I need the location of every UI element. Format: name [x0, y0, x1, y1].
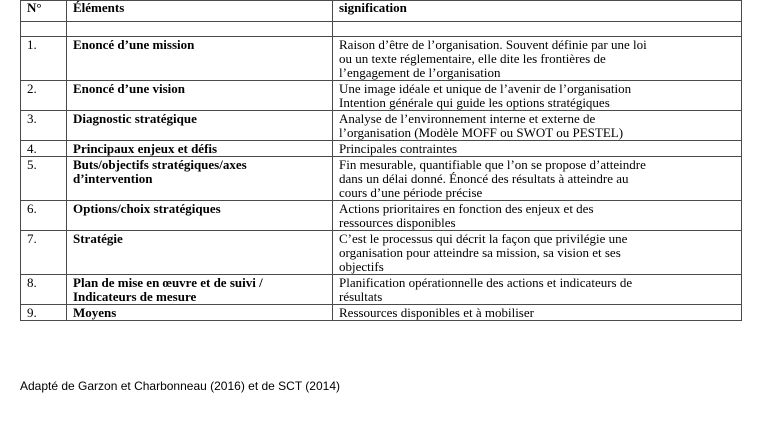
table-row [21, 81, 742, 111]
header-number: N° [21, 1, 67, 22]
spacer-cell [21, 22, 67, 37]
row-element: Enoncé d’une vision [67, 81, 333, 111]
signification-line: Ressources disponibles et à mobiliser [339, 305, 534, 320]
signification-line: organisation pour atteindre sa mission, sa vision et ses [339, 245, 621, 260]
signification-line: dans un délai donné. Énoncé des résultats à atteindre au [339, 171, 629, 186]
row-signification [333, 81, 742, 111]
header-signification: signification [333, 1, 742, 22]
document-table-wrapper [20, 0, 742, 321]
row-number: 8. [21, 275, 67, 305]
row-signification [333, 305, 742, 321]
row-element: Diagnostic stratégique [67, 111, 333, 141]
table-row [21, 141, 742, 157]
table-row [21, 157, 742, 201]
signification-line: Analyse de l’environnement interne et externe de [339, 111, 596, 126]
signification-line: Actions prioritaires en fonction des enjeux et des [339, 201, 594, 216]
row-signification [333, 37, 742, 81]
table-source-caption: Adapté de Garzon et Charbonneau (2016) et de SCT (2014) [20, 379, 340, 393]
row-number: 3. [21, 111, 67, 141]
table-row [21, 111, 742, 141]
row-element: Principaux enjeux et défis [67, 141, 333, 157]
table-row [21, 231, 742, 275]
row-signification [333, 275, 742, 305]
table-row [21, 275, 742, 305]
row-number: 2. [21, 81, 67, 111]
row-element: Buts/objectifs stratégiques/axes d’intervention [67, 157, 333, 201]
row-element: Options/choix stratégiques [67, 201, 333, 231]
table-body [21, 22, 742, 321]
row-signification [333, 141, 742, 157]
strategic-elements-table [20, 0, 742, 321]
signification-line: résultats [339, 289, 383, 304]
table-row [21, 201, 742, 231]
row-element: Plan de mise en œuvre et de suivi / Indicateurs de mesure [67, 275, 333, 305]
row-number: 7. [21, 231, 67, 275]
row-number: 5. [21, 157, 67, 201]
signification-line: Planification opérationnelle des actions et indicateurs de [339, 275, 633, 290]
signification-line: l’organisation (Modèle MOFF ou SWOT ou PESTEL) [339, 125, 624, 140]
signification-line: Fin mesurable, quantifiable que l’on se propose d’atteindre [339, 157, 646, 172]
signification-line: Une image idéale et unique de l’avenir de l’organisation [339, 81, 632, 96]
signification-line: l’engagement de l’organisation [339, 65, 501, 80]
signification-line: cours d’une période précise [339, 185, 483, 200]
table-spacer-row [21, 22, 742, 37]
row-number: 6. [21, 201, 67, 231]
signification-line: ressources disponibles [339, 215, 456, 230]
row-signification [333, 111, 742, 141]
row-element: Moyens [67, 305, 333, 321]
row-number: 4. [21, 141, 67, 157]
row-number: 1. [21, 37, 67, 81]
row-signification [333, 157, 742, 201]
spacer-cell [333, 22, 742, 37]
signification-line: Principales contraintes [339, 141, 458, 156]
row-signification [333, 231, 742, 275]
signification-line: objectifs [339, 259, 384, 274]
spacer-cell [67, 22, 333, 37]
table-row [21, 37, 742, 81]
signification-line: Raison d’être de l’organisation. Souvent définie par une loi [339, 37, 647, 52]
signification-line: C’est le processus qui décrit la façon que privilégie une [339, 231, 628, 246]
signification-line: Intention générale qui guide les options stratégiques [339, 95, 610, 110]
row-number: 9. [21, 305, 67, 321]
header-elements: Éléments [67, 1, 333, 22]
table-header-row [21, 1, 742, 22]
row-signification [333, 201, 742, 231]
row-element: Enoncé d’une mission [67, 37, 333, 81]
signification-line: ou un texte réglementaire, elle dite les frontières de [339, 51, 606, 66]
table-row [21, 305, 742, 321]
row-element: Stratégie [67, 231, 333, 275]
